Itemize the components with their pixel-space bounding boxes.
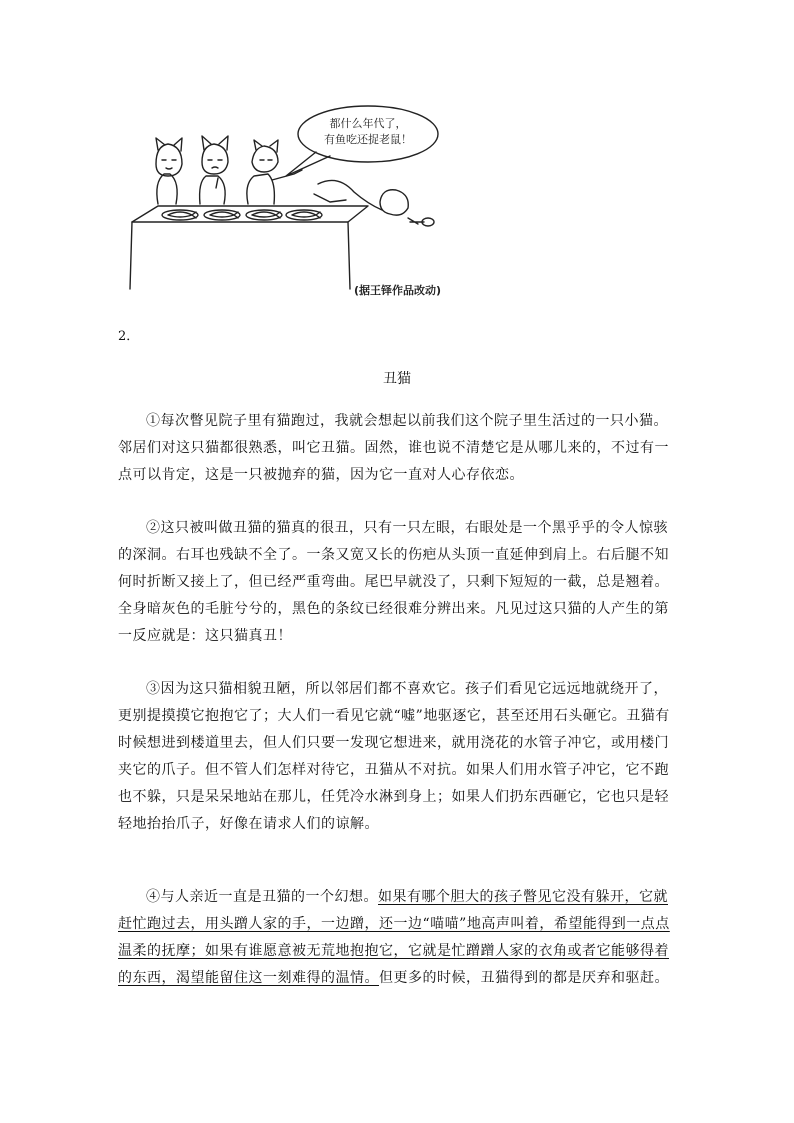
cat-figure (156, 138, 182, 204)
speech-bubble-line: 都什么年代了， (329, 117, 407, 130)
question-number: 2． (118, 329, 140, 344)
speech-bubble-text (308, 116, 428, 148)
article-title: 丑猫 (383, 371, 411, 387)
paragraph-4 (118, 884, 678, 992)
table (130, 222, 350, 289)
paragraph-1: ①每次瞥见院子里有猫跑过，我就会想起以前我们这个院子里生活过的一只小猫。邻居们对这只猫都很熟悉，叫它丑猫。固然，谁也说不清楚它是从哪儿来的，不过有一点可以肯定，这是一只被抛弃的猫，因为它一直对人心存依恋。 (118, 413, 669, 483)
cat-figure (200, 136, 228, 204)
speech-bubble-line: 有鱼吃还捉老鼠！ (324, 133, 412, 146)
paragraph-4-underlined: 如果有哪个胆大的孩子瞥见它没有躲开，它就赶忙跑过去，用头蹭人家的手，一边蹭，还一边“喵喵”地高声叫着，希望能得到一点点温柔的抚摩；如果有谁愿意被无荒地抱抱它，它就是忙蹭蹭人家的衣角或者它能够得着的东西，渴望能留住这一刻难得的温情。 (118, 889, 670, 986)
paragraph-2: ②这只被叫做丑猫的猫真的很丑，只有一只左眼，右眼处是一个黑乎乎的令人惊骇的深洞。右耳也残缺不全了。一条又宽又长的伤疤从头顶一直延伸到肩上。右后腿不知何时折断又接上了，但已经严重弯曲。尾巴早就没了，只剩下短短的一截，总是翘着。全身暗灰色的毛脏兮兮的，黑色的条纹已经很难分辨出来。凡见过这只猫的人产生的第一反应就是：这只猫真丑！ (118, 520, 669, 644)
cat-figure-falling (314, 180, 434, 226)
paragraph-4-intro: ④与人亲近一直是丑猫的一个幻想。 (146, 889, 378, 905)
paragraph-3: ③因为这只猫相貌丑陋，所以邻居们都不喜欢它。孩子们看见它远远地就绕开了，更别提摸摸它抱抱它了；大人们一看见它就“嘘”地驱逐它，甚至还用石头砸它。丑猫有时候想进到楼道里去，但人们只要一发现它想进来，就用浇花的水管子冲它，或用楼门夹它的爪子。但不管人们怎样对待它，丑猫从不对抗。如果人们用水管子冲它，它不跑也不躲，只是呆呆地站在那儿，任凭冷水淋到身上；如果人们扔东西砸它，它也只是轻轻地抬抬爪子，好像在请求人们的谅解。 (118, 681, 670, 832)
cartoon-caption: (据王铎作品改动) (354, 284, 442, 297)
paragraph-4-end: 但更多的时候，丑猫得到的都是厌弃和驱赶。 (379, 970, 669, 986)
